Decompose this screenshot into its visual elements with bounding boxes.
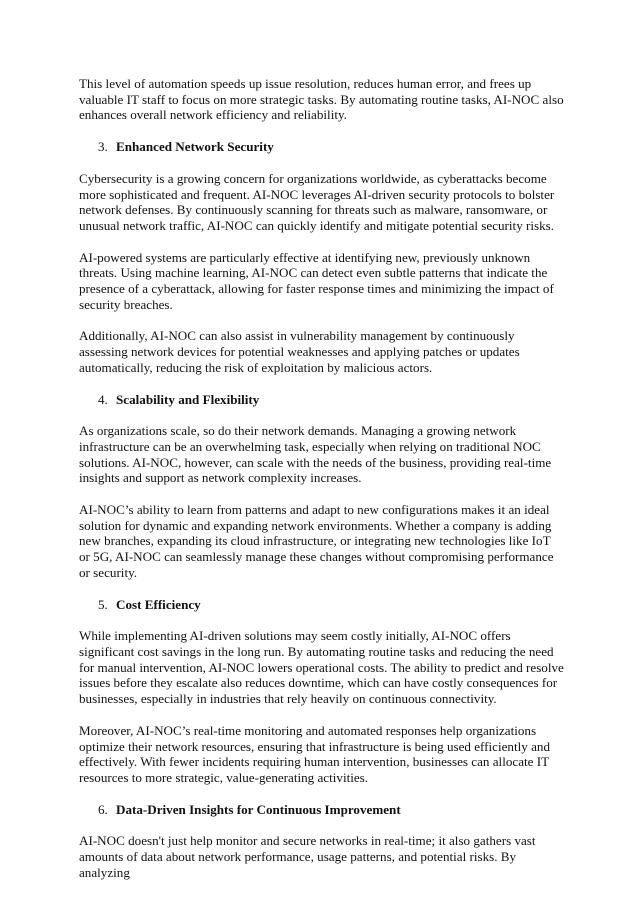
paragraph-vulnerability-management: Additionally, AI-NOC can also assist in vulnerability management by continuously assessing network devices for potential weaknesses and applying patches or updates automatically, reducing the risk of exploitation by malicious actors. bbox=[79, 328, 520, 375]
section-title: Enhanced Network Security bbox=[116, 139, 274, 155]
paragraph-adaptability: AI-NOC’s ability to learn from patterns and adapt to new configurations makes it an ideal solution for dynamic and expanding network environments. Whether a company is adding new branches, expanding its cloud infrastructure, or integrating new technologies like IoT or 5G, AI-NOC can seamlessly manage these changes without compromising performance or security. bbox=[79, 502, 554, 580]
paragraph-automation-benefits: This level of automation speeds up issue resolution, reduces human error, and frees up valuable IT staff to focus on more strategic tasks. By automating routine tasks, AI-NOC also enhances overall network efficiency and reliability. bbox=[79, 76, 564, 123]
section-heading-cost-efficiency bbox=[79, 597, 564, 613]
paragraph-cybersecurity: Cybersecurity is a growing concern for organizations worldwide, as cyberattacks become more sophisticated and frequent. AI-NOC leverages AI-driven security protocols to bolster network defenses. By continuously scanning for threats such as malware, ransomware, or unusual network traffic, AI-NOC can quickly identify and mitigate potential security risks. bbox=[79, 170, 555, 233]
paragraph-ai-threat-detection: AI-powered systems are particularly effective at identifying new, previously unknown threats. Using machine learning, AI-NOC can detect even subtle patterns that indicate the presence of a cyberattack, allowing for faster response times and minimizing the impact of security breaches. bbox=[79, 249, 554, 312]
paragraph-scaling-demands: As organizations scale, so do their network demands. Managing a growing network infrastructure can be an overwhelming task, especially when relying on traditional NOC solutions. AI-NOC, however, can scale with the needs of the business, providing real-time insights and support as network complexity increases. bbox=[79, 423, 552, 486]
section-title: Data-Driven Insights for Continuous Improvement bbox=[116, 801, 401, 817]
paragraph-data-gathering: AI-NOC doesn't just help monitor and secure networks in real-time; it also gathers vast amounts of data about network performance, usage patterns, and potential risks. By analyzing bbox=[79, 833, 536, 880]
section-number: 3. bbox=[98, 139, 108, 155]
section-heading-data-insights bbox=[79, 802, 564, 818]
section-number: 6. bbox=[98, 801, 108, 817]
section-heading-scalability bbox=[79, 392, 564, 408]
document-page bbox=[79, 76, 564, 896]
section-number: 5. bbox=[98, 596, 108, 612]
section-title: Scalability and Flexibility bbox=[116, 391, 260, 407]
section-heading-network-security bbox=[79, 139, 564, 155]
paragraph-cost-savings: While implementing AI-driven solutions may seem costly initially, AI-NOC offers significant cost savings in the long run. By automating routine tasks and reducing the need for manual intervention, AI-NOC lowers operational costs. The ability to predict and resolve issues before they escalate also reduces downtime, which can have costly consequences for businesses, especially in industries that rely heavily on continuous connectivity. bbox=[79, 628, 564, 707]
section-number: 4. bbox=[98, 391, 108, 407]
paragraph-resource-optimization: Moreover, AI-NOC’s real-time monitoring and automated responses help organizations optimize their network resources, ensuring that infrastructure is being used efficiently and effectively. With fewer incidents requiring human intervention, businesses can allocate IT resources to more strategic, value-generating activities. bbox=[79, 722, 550, 785]
section-title: Cost Efficiency bbox=[116, 596, 201, 612]
